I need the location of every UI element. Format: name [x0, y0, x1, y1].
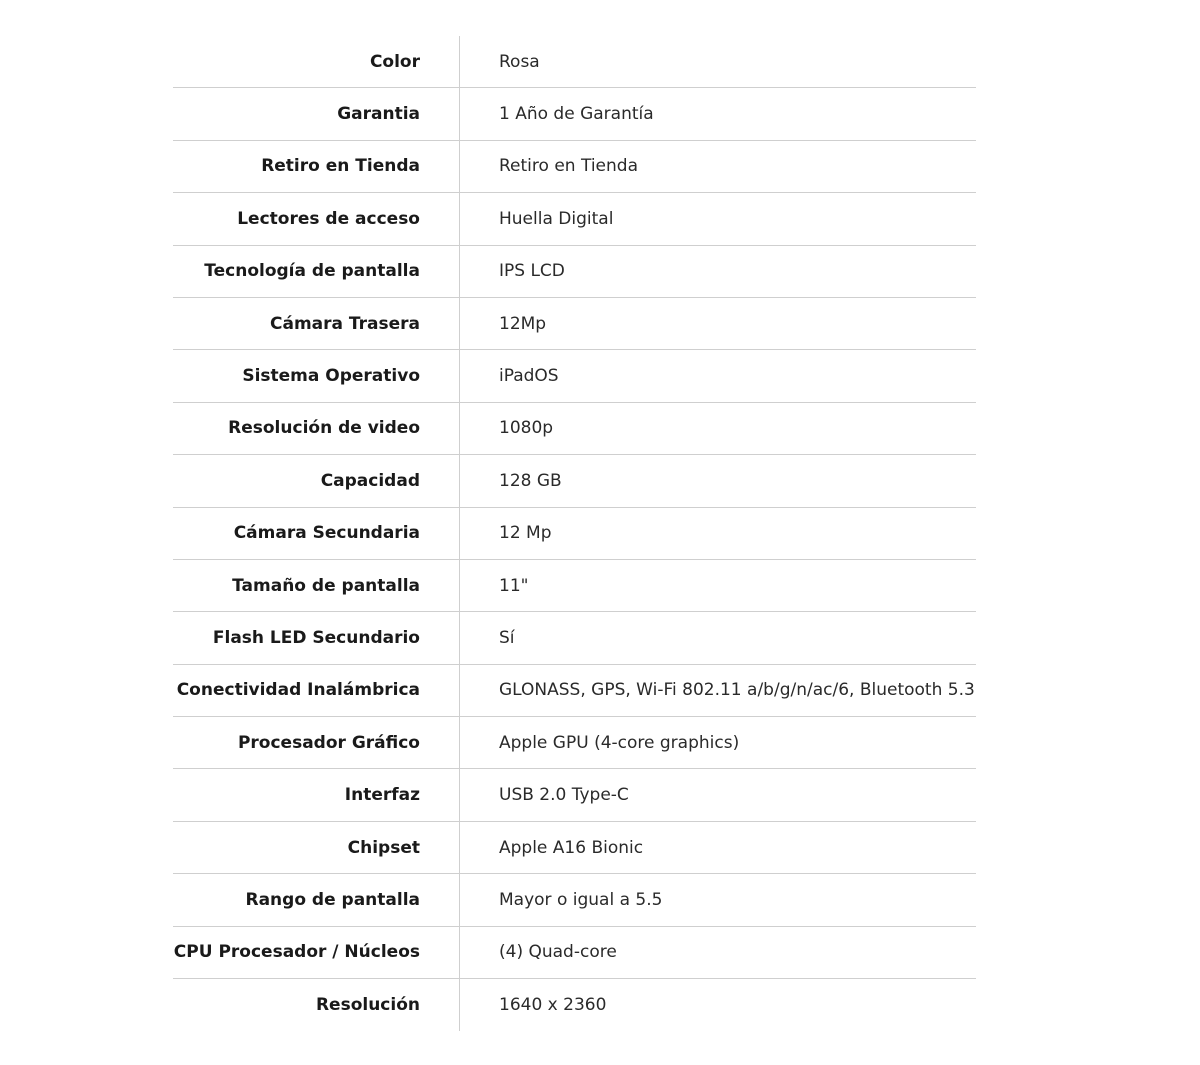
- spec-label: Lectores de acceso: [173, 193, 460, 244]
- spec-row-garantia: [173, 88, 976, 140]
- spec-row-rango-de-pantalla: [173, 874, 976, 926]
- spec-row-resolucion-de-video: [173, 403, 976, 455]
- spec-row-tecnologia-de-pantalla: [173, 246, 976, 298]
- spec-label: Retiro en Tienda: [173, 141, 460, 192]
- spec-value: 12Mp: [499, 313, 547, 334]
- spec-value: 11": [499, 575, 529, 596]
- spec-value: iPadOS: [499, 366, 559, 387]
- spec-value: 1640 x 2360: [499, 995, 607, 1016]
- spec-row-procesador-grafico: [173, 717, 976, 769]
- spec-label: Tecnología de pantalla: [173, 246, 460, 297]
- spec-label: Capacidad: [173, 455, 460, 506]
- spec-row-lectores-de-acceso: [173, 193, 976, 245]
- spec-row-sistema-operativo: [173, 350, 976, 402]
- spec-label: Cámara Trasera: [173, 298, 460, 349]
- spec-value: Apple A16 Bionic: [499, 837, 644, 858]
- spec-value: 128 GB: [499, 470, 562, 491]
- spec-row-chipset: [173, 822, 976, 874]
- spec-row-interfaz: [173, 769, 976, 821]
- spec-row-cpu-procesador-nucleos: [173, 927, 976, 979]
- spec-value: Mayor o igual a 5.5: [499, 889, 663, 910]
- spec-value: GLONASS, GPS, Wi-Fi 802.11 a/b/g/n/ac/6, Bluetooth 5.3: [499, 680, 975, 701]
- spec-label: Resolución de video: [173, 403, 460, 454]
- spec-row-conectividad-inalambrica: [173, 665, 976, 717]
- spec-row-resolucion: [173, 979, 976, 1031]
- spec-value: Retiro en Tienda: [499, 156, 638, 177]
- spec-label: Flash LED Secundario: [173, 612, 460, 663]
- spec-label: Interfaz: [173, 769, 460, 820]
- spec-value: USB 2.0 Type-C: [499, 785, 629, 806]
- spec-row-tamano-de-pantalla: [173, 560, 976, 612]
- spec-value: Sí: [499, 627, 515, 648]
- spec-label: CPU Procesador / Núcleos: [173, 927, 460, 978]
- spec-label: Sistema Operativo: [173, 350, 460, 401]
- spec-label: Procesador Gráfico: [173, 717, 460, 768]
- spec-value: Apple GPU (4-core graphics): [499, 732, 740, 753]
- spec-value: 1080p: [499, 418, 554, 439]
- spec-value: IPS LCD: [499, 261, 565, 282]
- spec-label: Tamaño de pantalla: [173, 560, 460, 611]
- spec-label: Chipset: [173, 822, 460, 873]
- spec-label: Color: [173, 36, 460, 87]
- spec-row-capacidad: [173, 455, 976, 507]
- spec-value: Rosa: [499, 51, 540, 72]
- spec-label: Conectividad Inalámbrica: [173, 665, 460, 716]
- specifications-table: [173, 36, 976, 1031]
- spec-value: Huella Digital: [499, 208, 614, 229]
- spec-label: Cámara Secundaria: [173, 508, 460, 559]
- spec-row-retiro-en-tienda: [173, 141, 976, 193]
- spec-value: (4) Quad-core: [499, 942, 617, 963]
- spec-value: 12 Mp: [499, 523, 552, 544]
- spec-row-camara-secundaria: [173, 508, 976, 560]
- spec-row-flash-led-secundario: [173, 612, 976, 664]
- spec-label: Rango de pantalla: [173, 874, 460, 925]
- spec-label: Resolución: [173, 979, 460, 1031]
- spec-value: 1 Año de Garantía: [499, 104, 654, 125]
- spec-row-camara-trasera: [173, 298, 976, 350]
- spec-row-color: [173, 36, 976, 88]
- spec-label: Garantia: [173, 88, 460, 139]
